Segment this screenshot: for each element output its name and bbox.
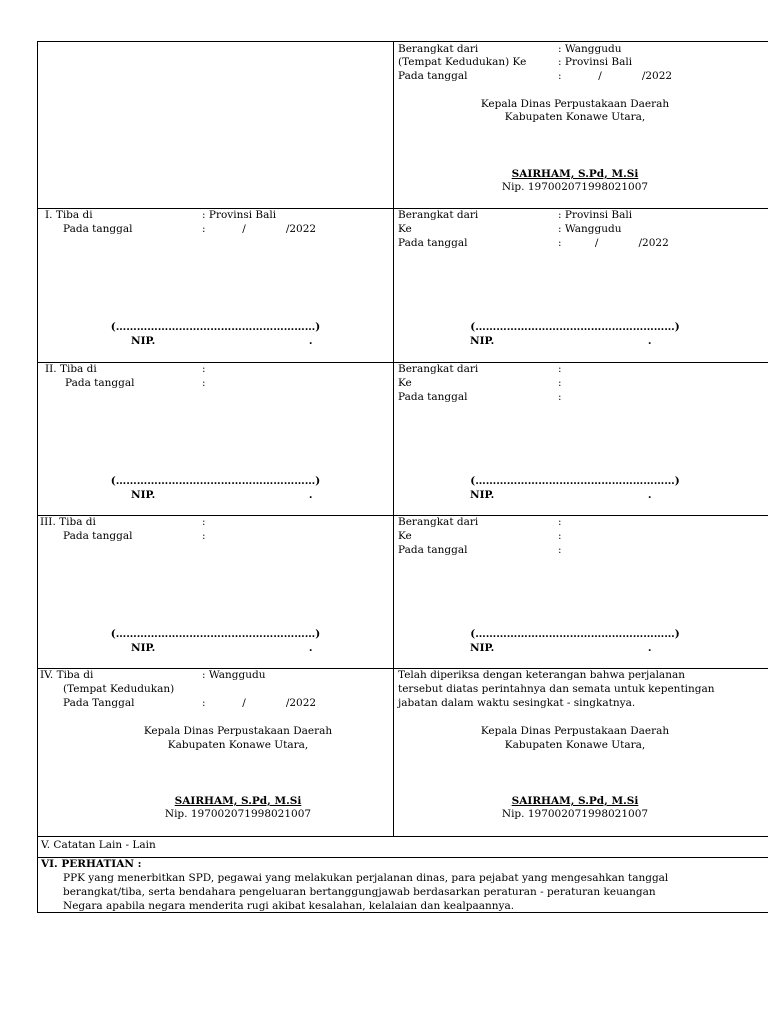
berangkat-label: Berangkat dari bbox=[398, 363, 479, 375]
section-1-departure bbox=[394, 209, 768, 362]
tanggal-label: Pada tanggal bbox=[63, 530, 133, 542]
signer-name: SAIRHAM, S.Pd, M.Si bbox=[511, 168, 639, 180]
signature-blank: (…………………………………………………) bbox=[470, 628, 680, 640]
ke-label: (Tempat Kedudukan) Ke bbox=[398, 56, 527, 68]
ke-value: : Wanggudu bbox=[558, 223, 622, 235]
tiba-label: II. Tiba di bbox=[45, 363, 97, 375]
official-title-line2: Kabupaten Konawe Utara, bbox=[504, 739, 646, 751]
section-2-arrival bbox=[38, 363, 393, 515]
signer-nip: Nip. 197002071998021007 bbox=[164, 808, 312, 820]
tanggal-label: Pada tanggal bbox=[63, 223, 133, 235]
tanggal-value: : / /2022 bbox=[558, 70, 673, 82]
statement-line3: jabatan dalam waktu sesingkat - singkatnya. bbox=[398, 697, 636, 709]
nip-line: NIP. . bbox=[131, 642, 313, 654]
row-divider bbox=[38, 857, 768, 858]
tempat-kedudukan-label: (Tempat Kedudukan) bbox=[63, 683, 175, 695]
tanggal-label: Pada Tanggal bbox=[63, 697, 135, 709]
section-4-arrival bbox=[38, 669, 393, 836]
berangkat-value: : bbox=[558, 363, 562, 375]
tanggal-value: : / /2022 bbox=[202, 697, 317, 709]
signature-blank: (…………………………………………………) bbox=[110, 475, 321, 487]
nip-line: NIP. . bbox=[131, 335, 313, 347]
official-title-line1: Kepala Dinas Perpustakaan Daerah bbox=[480, 725, 670, 737]
tanggal-label: Pada tanggal bbox=[398, 70, 468, 82]
tanggal-value: : bbox=[558, 544, 562, 556]
tiba-label: IV. Tiba di bbox=[40, 669, 94, 681]
ke-label: Ke bbox=[398, 530, 412, 542]
statement-line1: Telah diperiksa dengan keterangan bahwa perjalanan bbox=[398, 669, 685, 681]
nip-line: NIP. . bbox=[131, 489, 313, 501]
tanggal-label: Pada tanggal bbox=[398, 237, 468, 249]
signer-nip: Nip. 197002071998021007 bbox=[501, 181, 649, 193]
statement-line2: tersebut diatas perintahnya dan semata untuk kepentingan bbox=[398, 683, 715, 695]
berangkat-label: Berangkat dari bbox=[398, 43, 479, 55]
official-title-line1: Kepala Dinas Perpustakaan Daerah bbox=[143, 725, 333, 737]
tanggal-label: Pada tanggal bbox=[398, 544, 468, 556]
section-1-arrival bbox=[38, 209, 393, 362]
tanggal-value: : bbox=[202, 530, 206, 542]
signer-nip: Nip. 197002071998021007 bbox=[501, 808, 649, 820]
tanggal-label: Pada tanggal bbox=[65, 377, 135, 389]
berangkat-value: : Provinsi Bali bbox=[558, 209, 633, 221]
nip-line: NIP. . bbox=[470, 335, 652, 347]
section-5-notes-label: V. Catatan Lain - Lain bbox=[41, 839, 156, 851]
berangkat-value: : Wanggudu bbox=[558, 43, 622, 55]
tiba-value: : bbox=[202, 516, 206, 528]
section-4-verification bbox=[394, 669, 768, 836]
nip-line: NIP. . bbox=[470, 489, 652, 501]
tanggal-value: : / /2022 bbox=[202, 223, 317, 235]
section-6-text-line3: Negara apabila negara menderita rugi akibat kesalahan, kelalaian dan kealpaannya. bbox=[63, 900, 515, 912]
ke-label: Ke bbox=[398, 223, 412, 235]
tiba-label: III. Tiba di bbox=[40, 516, 96, 528]
tiba-label: I. Tiba di bbox=[45, 209, 93, 221]
tiba-value: : bbox=[202, 363, 206, 375]
section-6-text-line2: berangkat/tiba, serta bendahara pengeluaran bertanggungjawab berdasarkan peraturan - peraturan keuangan bbox=[63, 886, 656, 898]
nip-line: NIP. . bbox=[470, 642, 652, 654]
section-3-arrival bbox=[38, 516, 393, 668]
section-6-heading: VI. PERHATIAN : bbox=[41, 858, 142, 870]
signer-name: SAIRHAM, S.Pd, M.Si bbox=[174, 795, 302, 807]
signer-name: SAIRHAM, S.Pd, M.Si bbox=[511, 795, 639, 807]
row-divider bbox=[38, 836, 768, 837]
section-6-text-line1: PPK yang menerbitkan SPD, pegawai yang melakukan perjalanan dinas, para pejabat yang mengesahkan tanggal bbox=[63, 872, 669, 884]
spd-document-table bbox=[37, 41, 768, 913]
tanggal-label: Pada tanggal bbox=[398, 391, 468, 403]
official-title-line2: Kabupaten Konawe Utara, bbox=[167, 739, 309, 751]
ke-value: : bbox=[558, 377, 562, 389]
berangkat-value: : bbox=[558, 516, 562, 528]
tanggal-value: : bbox=[202, 377, 206, 389]
tiba-value: : Wanggudu bbox=[202, 669, 266, 681]
top-right-cell bbox=[394, 42, 768, 208]
ke-value: : Provinsi Bali bbox=[558, 56, 633, 68]
tanggal-value: : bbox=[558, 391, 562, 403]
section-3-departure bbox=[394, 516, 768, 668]
berangkat-label: Berangkat dari bbox=[398, 516, 479, 528]
signature-blank: (…………………………………………………) bbox=[470, 321, 680, 333]
ke-value: : bbox=[558, 530, 562, 542]
official-title-line2: Kabupaten Konawe Utara, bbox=[504, 111, 646, 123]
tiba-value: : Provinsi Bali bbox=[202, 209, 277, 221]
signature-blank: (…………………………………………………) bbox=[110, 628, 321, 640]
signature-blank: (…………………………………………………) bbox=[470, 475, 680, 487]
official-title-line1: Kepala Dinas Perpustakaan Daerah bbox=[480, 98, 670, 110]
section-2-departure bbox=[394, 363, 768, 515]
signature-blank: (…………………………………………………) bbox=[110, 321, 321, 333]
tanggal-value: : / /2022 bbox=[558, 237, 669, 249]
ke-label: Ke bbox=[398, 377, 412, 389]
berangkat-label: Berangkat dari bbox=[398, 209, 479, 221]
